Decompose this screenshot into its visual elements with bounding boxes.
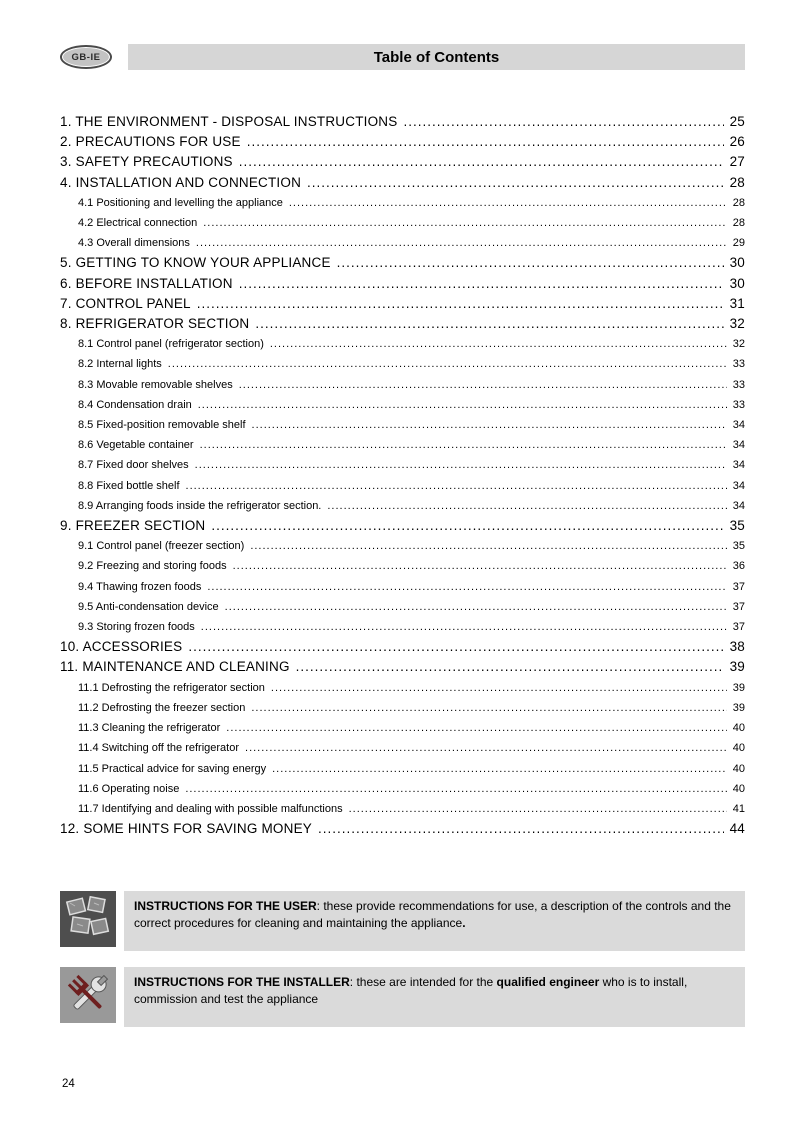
toc-entry <box>60 334 745 354</box>
toc-entry <box>60 173 745 193</box>
dot-leader <box>255 314 723 334</box>
toc-entry-label: 11.5 Practical advice for saving energy <box>78 762 267 775</box>
toc-entry-label: 8.6 Vegetable container <box>78 439 194 452</box>
dot-leader <box>203 213 727 233</box>
toc-entry <box>60 577 745 597</box>
toc-entry-label: 11.3 Cleaning the refrigerator <box>78 722 221 735</box>
dot-leader <box>251 698 726 718</box>
toc-entry-label: 9.1 Control panel (freezer section) <box>78 540 245 553</box>
toc-entry <box>60 556 745 576</box>
dot-leader <box>250 536 726 556</box>
toc-entry <box>60 597 745 617</box>
ice-cubes-icon <box>60 891 116 947</box>
dot-leader <box>318 819 724 839</box>
toc-entry <box>60 718 745 738</box>
toc-entry-page: 30 <box>729 255 745 271</box>
toc-entry-label: 11.4 Switching off the refrigerator <box>78 742 240 755</box>
toc-entry <box>60 678 745 698</box>
dot-leader <box>239 274 724 294</box>
toc-entry-label: 11.7 Identifying and dealing with possible malfunctions <box>78 802 343 815</box>
toc-entry <box>60 132 745 152</box>
note-text-segment: who is to install, commission and test the appliance <box>134 975 688 1007</box>
toc-entry-label: 9.3 Storing frozen foods <box>78 621 195 634</box>
toc-entry <box>60 759 745 779</box>
toc-entry-label: 10. ACCESSORIES <box>60 639 183 655</box>
toc-entry <box>60 657 745 677</box>
note-text-segment: : these are intended for the <box>349 975 497 990</box>
toc-entry-label: 4.2 Electrical connection <box>78 217 198 230</box>
toc-entry-label: 11.6 Operating noise <box>78 782 180 795</box>
dot-leader <box>188 637 723 657</box>
dot-leader <box>239 375 727 395</box>
toc-entry <box>60 536 745 556</box>
toc-entry-page: 37 <box>732 621 745 634</box>
toc-entry-page: 35 <box>732 540 745 553</box>
toc-entry-label: 11. MAINTENANCE AND CLEANING <box>60 659 290 675</box>
dot-leader <box>271 678 727 698</box>
notes-section <box>60 891 745 1027</box>
toc-entry-page: 28 <box>729 174 745 190</box>
toc-entry-label: 8.4 Condensation drain <box>78 398 192 411</box>
dot-leader <box>168 354 727 374</box>
toc-entry-page: 38 <box>729 639 745 655</box>
toc-entry-page: 33 <box>732 398 745 411</box>
toc-list <box>60 112 745 839</box>
toc-entry <box>60 637 745 657</box>
toc-entry-page: 44 <box>729 821 745 837</box>
toc-entry-label: 8. REFRIGERATOR SECTION <box>60 316 250 332</box>
toc-entry <box>60 375 745 395</box>
toc-entry <box>60 435 745 455</box>
toc-entry-label: 9.2 Freezing and storing foods <box>78 560 227 573</box>
toc-entry <box>60 395 745 415</box>
note-text <box>124 891 745 951</box>
toc-entry-label: 1. THE ENVIRONMENT - DISPOSAL INSTRUCTIONS <box>60 114 398 129</box>
dot-leader <box>197 294 724 314</box>
dot-leader <box>211 516 723 536</box>
toc-entry <box>60 617 745 637</box>
note-text <box>124 967 745 1027</box>
toc-entry-label: 11.1 Defrosting the refrigerator section <box>78 681 265 694</box>
toc-entry <box>60 455 745 475</box>
toc-entry <box>60 253 745 273</box>
toc-entry <box>60 354 745 374</box>
toc-entry-page: 27 <box>729 154 745 170</box>
toc-entry-page: 34 <box>732 439 745 452</box>
dot-leader <box>198 395 727 415</box>
note-text-segment: INSTRUCTIONS FOR THE USER <box>134 899 317 914</box>
toc-entry-page: 29 <box>732 237 745 250</box>
toc-entry-label: 8.7 Fixed door shelves <box>78 459 189 472</box>
toc-entry-page: 32 <box>729 316 745 332</box>
note-text-segment: : these provide recommendations for use, a description of the controls and the correct procedures for cleaning and maintaining the appliance <box>134 899 731 931</box>
toc-entry-page: 33 <box>732 358 745 371</box>
toc-entry-label: 8.8 Fixed bottle shelf <box>78 479 180 492</box>
dot-leader <box>196 233 727 253</box>
dot-leader <box>201 617 727 637</box>
dot-leader <box>289 193 727 213</box>
toc-entry <box>60 152 745 172</box>
dot-leader <box>349 799 727 819</box>
toc-entry-label: 7. CONTROL PANEL <box>60 295 191 311</box>
toc-entry-page: 40 <box>732 762 745 775</box>
toc-entry-page: 33 <box>732 378 745 391</box>
dot-leader <box>226 718 726 738</box>
toc-entry-page: 34 <box>732 499 745 512</box>
dot-leader <box>252 415 727 435</box>
toc-entry <box>60 799 745 819</box>
toc-entry <box>60 314 745 334</box>
dot-leader <box>270 334 727 354</box>
toc-entry <box>60 415 745 435</box>
toc-entry <box>60 476 745 496</box>
toc-entry <box>60 516 745 536</box>
toc-entry-label: 4.3 Overall dimensions <box>78 237 190 250</box>
toc-entry-page: 41 <box>732 802 745 815</box>
dot-leader <box>247 132 724 152</box>
dot-leader <box>403 112 723 132</box>
toc-entry <box>60 738 745 758</box>
toc-entry-page: 34 <box>732 479 745 492</box>
dot-leader <box>225 597 727 617</box>
toc-entry-page: 39 <box>732 681 745 694</box>
toc-entry <box>60 233 745 253</box>
toc-entry-label: 8.5 Fixed-position removable shelf <box>78 419 246 432</box>
dot-leader <box>296 657 724 677</box>
toc-entry-page: 30 <box>729 275 745 291</box>
toc-entry-label: 4.1 Positioning and levelling the appliance <box>78 196 283 209</box>
toc-entry <box>60 112 745 132</box>
note-text-segment: INSTRUCTIONS FOR THE INSTALLER <box>134 975 350 990</box>
toc-entry-label: 5. GETTING TO KNOW YOUR APPLIANCE <box>60 255 331 271</box>
toc-entry <box>60 213 745 233</box>
toc-entry-page: 39 <box>729 659 745 675</box>
dot-leader <box>327 496 726 516</box>
dot-leader <box>337 253 724 273</box>
toc-entry-label: 12. SOME HINTS FOR SAVING MONEY <box>60 821 312 837</box>
toc-entry-page: 39 <box>732 701 745 714</box>
toc-entry-label: 9. FREEZER SECTION <box>60 518 206 534</box>
toc-entry <box>60 294 745 314</box>
toc-entry <box>60 779 745 799</box>
toc-entry-label: 8.3 Movable removable shelves <box>78 378 233 391</box>
dot-leader <box>200 435 727 455</box>
dot-leader <box>239 152 724 172</box>
toc-entry-page: 32 <box>732 338 745 351</box>
toc-entry-page: 35 <box>729 518 745 534</box>
tools-icon <box>60 967 116 1023</box>
toc-entry-label: 11.2 Defrosting the freezer section <box>78 701 246 714</box>
toc-entry <box>60 819 745 839</box>
page-title: Table of Contents <box>373 48 500 66</box>
note-installer <box>60 967 745 1027</box>
toc-entry-page: 26 <box>729 134 745 150</box>
toc-entry <box>60 496 745 516</box>
toc-entry-page: 25 <box>729 114 745 129</box>
toc-entry <box>60 698 745 718</box>
dot-leader <box>186 476 727 496</box>
toc-entry-label: 9.5 Anti-condensation device <box>78 600 219 613</box>
toc-entry-label: 6. BEFORE INSTALLATION <box>60 275 233 291</box>
toc-entry-label: 2. PRECAUTIONS FOR USE <box>60 134 241 150</box>
toc-entry-page: 28 <box>732 196 745 209</box>
dot-leader <box>195 455 727 475</box>
dot-leader <box>307 173 724 193</box>
toc-entry-page: 28 <box>732 217 745 230</box>
toc-entry-page: 37 <box>732 580 745 593</box>
header-bar <box>128 44 745 70</box>
toc-entry-page: 37 <box>732 600 745 613</box>
toc-entry <box>60 193 745 213</box>
toc-entry-page: 40 <box>732 782 745 795</box>
page-header <box>60 44 745 70</box>
toc-entry-label: 8.1 Control panel (refrigerator section) <box>78 338 264 351</box>
toc-entry-page: 40 <box>732 742 745 755</box>
toc-entry-label: 4. INSTALLATION AND CONNECTION <box>60 174 302 190</box>
toc-entry-label: 3. SAFETY PRECAUTIONS <box>60 154 233 170</box>
toc-entry <box>60 274 745 294</box>
toc-entry-page: 34 <box>732 459 745 472</box>
toc-entry-label: 8.2 Internal lights <box>78 358 162 371</box>
dot-leader <box>185 779 726 799</box>
toc-entry-page: 34 <box>732 419 745 432</box>
toc-entry-label: 8.9 Arranging foods inside the refrigerator section. <box>78 499 322 512</box>
dot-leader <box>272 759 727 779</box>
toc-entry-label: 9.4 Thawing frozen foods <box>78 580 202 593</box>
language-badge: GB-IE <box>60 45 112 69</box>
page-number: 24 <box>62 1078 75 1090</box>
toc-entry-page: 31 <box>729 295 745 311</box>
dot-leader <box>207 577 726 597</box>
note-user <box>60 891 745 951</box>
note-text-segment: . <box>462 916 466 931</box>
dot-leader <box>245 738 727 758</box>
dot-leader <box>233 556 727 576</box>
toc-entry-page: 40 <box>732 722 745 735</box>
note-text-segment: qualified engineer <box>496 975 600 990</box>
toc-entry-page: 36 <box>732 560 745 573</box>
